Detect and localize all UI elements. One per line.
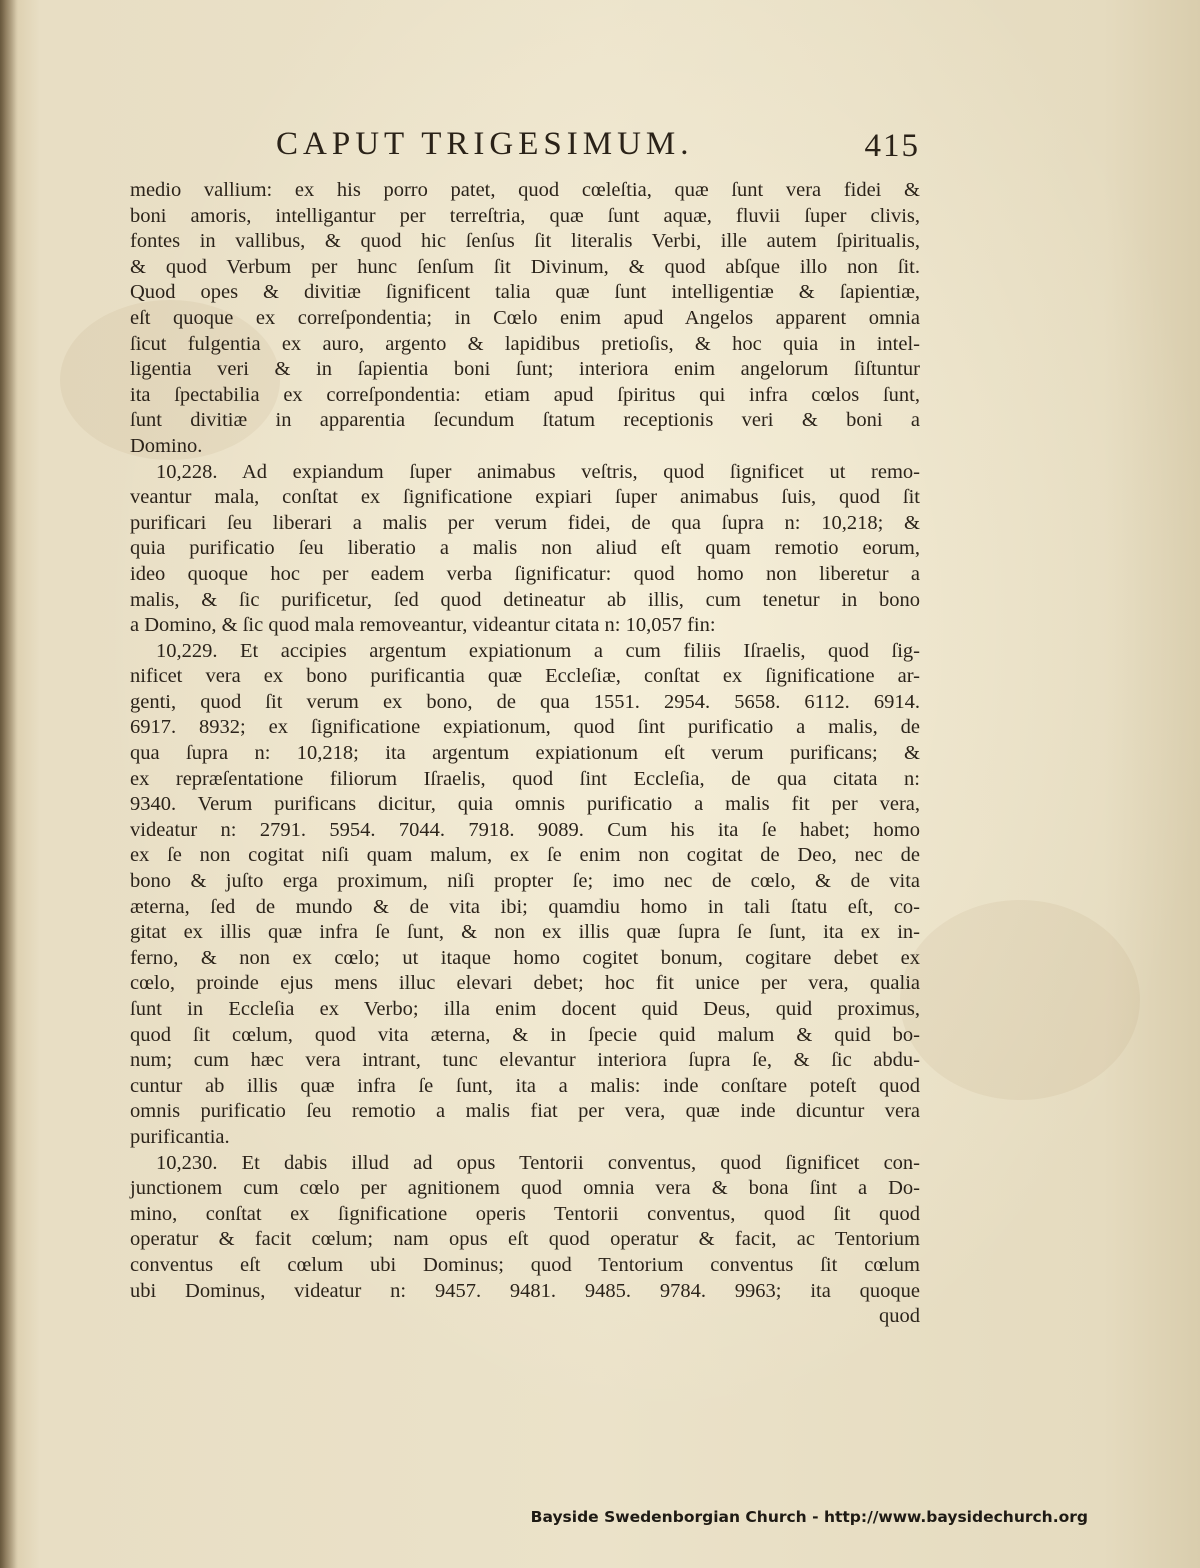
text-line: ita ſpectabilia ex correſpondentia: etiam apud ſpiritus qui infra cœlos ſunt,: [130, 383, 920, 406]
text-line: ubi Dominus, videatur n: 9457. 9481. 9485. 9784. 9963; ita quoque: [130, 1279, 920, 1302]
text-line: ſunt in Eccleſia ex Verbo; illa enim docent quid Deus, quid proximus,: [130, 998, 920, 1020]
text-line: fontes in vallibus, & quod hic ſenſus ſit literalis Verbi, ille autem ſpiritualis,: [130, 230, 920, 253]
text-line: Quod opes & divitiæ ſignificent talia quæ ſunt intelligentiæ & ſapientiæ,: [130, 281, 920, 304]
text-line: nificet vera ex bono purificantia quæ Eccleſiæ, conſtat ex ſignificatione ar-: [130, 665, 920, 688]
text-line: purificari ſeu liberari a malis per verum fidei, de qua ſupra n: 10,218; &: [130, 511, 920, 534]
text-line: bono & juſto erga proximum, niſi propter ſe; imo nec de cœlo, & de vita: [130, 870, 920, 893]
text-line: conventus eſt cœlum ubi Dominus; quod Tentorium conventus ſit cœlum: [130, 1253, 920, 1276]
text-line: æterna, ſed de mundo & de vita ibi; quamdiu homo in tali ſtatu eſt, co-: [130, 895, 920, 918]
text-line: 10,228. Ad expiandum ſuper animabus veſtris, quod ſignificet ut remo-: [156, 460, 920, 483]
text-line: ſunt divitiæ in apparentia ſecundum ſtatum receptionis veri & boni a: [130, 409, 920, 432]
text-line: cœlo, proinde ejus mens illuc elevari debet; hoc fit unice per vera, qualia: [130, 972, 920, 995]
body-text: [130, 178, 920, 1330]
text-line: genti, quod ſit verum ex bono, de qua 1551. 2954. 5658. 6112. 6914.: [130, 690, 920, 713]
text-line: & quod Verbum per hunc ſenſum ſit Divinum, & quod abſque illo non ſit.: [130, 255, 920, 278]
text-line: eſt quoque ex correſpondentia; in Cœlo enim apud Angelos apparent omnia: [130, 306, 920, 329]
watermark-credit[interactable]: Bayside Swedenborgian Church - http://www.baysidechurch.org: [530, 1508, 1088, 1526]
text-line: a Domino, & ſic quod mala removeantur, videantur citata n: 10,057 fin:: [130, 614, 716, 637]
text-line: medio vallium: ex his porro patet, quod cœleſtia, quæ ſunt vera fidei &: [130, 179, 920, 201]
text-line: videatur n: 2791. 5954. 7044. 7918. 9089. Cum his ita ſe habet; homo: [130, 818, 920, 841]
text-line: ligentia veri & in ſapientia boni ſunt; interiora enim angelorum ſiſtuntur: [130, 358, 920, 381]
text-line: gitat ex illis quæ infra ſe ſunt, & non ex illis quæ ſupra ſe ſunt, ita ex in-: [130, 921, 920, 944]
text-line: omnis purificatio ſeu remotio a malis fiat per vera, quæ inde dicuntur vera: [130, 1100, 920, 1123]
text-line: qua ſupra n: 10,218; ita argentum expiationum eſt verum purificans; &: [130, 742, 920, 765]
spine-shadow: [0, 0, 18, 1568]
text-line: ex repræſentatione filiorum Iſraelis, quod ſint Eccleſia, de qua citata n:: [130, 767, 920, 790]
text-line: ideo quoque hoc per eadem verba ſignificatur: quod homo non liberetur a: [130, 562, 920, 585]
text-line: mino, conſtat ex ſignificatione operis Tentorii conventus, quod ſit quod: [130, 1202, 920, 1225]
text-line: cuntur ab illis quæ infra ſe ſunt, ita a malis: inde conſtare poteſt quod: [130, 1074, 920, 1097]
paper-stain: [900, 900, 1140, 1100]
text-line: 10,230. Et dabis illud ad opus Tentorii conventus, quod ſignificet con-: [156, 1151, 920, 1174]
text-line: ſicut fulgentia ex auro, argento & lapidibus pretioſis, & hoc quia in intel-: [130, 332, 920, 355]
chapter-title: CAPUT TRIGESIMUM.: [276, 126, 694, 162]
text-line: Domino.: [130, 434, 203, 457]
text-line: 6917. 8932; ex ſignificatione expiationum, quod ſint purificatio a malis, de: [130, 716, 920, 739]
text-line: num; cum hæc vera intrant, tunc elevantur interiora ſupra ſe, & ſic abdu-: [130, 1049, 920, 1072]
page-number: 415: [864, 128, 920, 164]
text-line: quia purificatio ſeu liberatio a malis non aliud eſt quam remotio eorum,: [130, 537, 920, 560]
text-line: veantur mala, conſtat ex ſignificatione expiari ſuper animabus ſuis, quod ſit: [130, 486, 920, 509]
text-line: operatur & facit cœlum; nam opus eſt quod operatur & facit, ac Tentorium: [130, 1228, 920, 1251]
text-line: ferno, & non ex cœlo; ut itaque homo cogitet bonum, cogitare debet ex: [130, 946, 920, 969]
text-line: 9340. Verum purificans dicitur, quia omnis purificatio a malis fit per vera,: [130, 793, 920, 816]
text-line: ex ſe non cogitat niſi quam malum, ex ſe enim non cogitat de Deo, nec de: [130, 844, 920, 867]
text-line: purificantia.: [130, 1125, 230, 1148]
text-line: quod: [879, 1305, 920, 1328]
text-line: junctionem cum cœlo per agnitionem quod omnia vera & bona ſint a Do-: [130, 1177, 920, 1200]
text-line: quod ſit cœlum, quod vita æterna, & in ſpecie quid malum & quid bo-: [130, 1023, 920, 1046]
text-line: boni amoris, intelligantur per terreſtria, quæ ſunt aquæ, fluvii ſuper clivis,: [130, 204, 920, 227]
text-line: malis, & ſic purificetur, ſed quod detineatur ab illis, cum tenetur in bono: [130, 588, 920, 611]
text-line: 10,229. Et accipies argentum expiationum a cum filiis Iſraelis, quod ſig-: [156, 639, 920, 662]
running-head: [130, 126, 920, 170]
